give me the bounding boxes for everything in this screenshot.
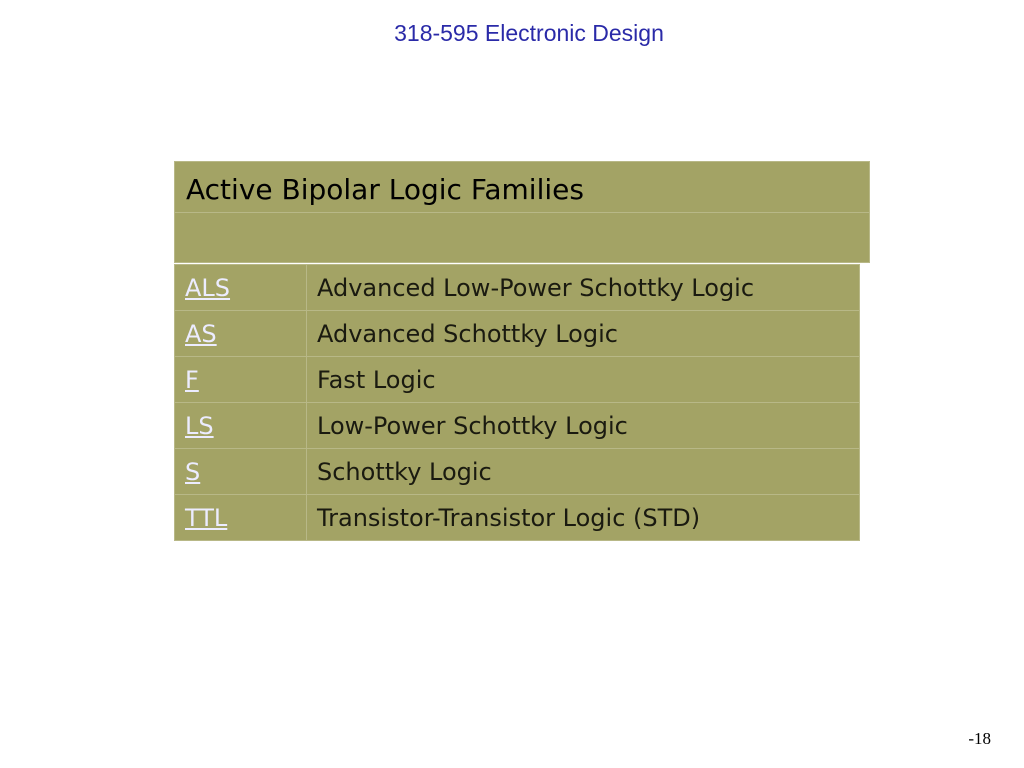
table-row: [175, 449, 860, 495]
table-row: [175, 311, 860, 357]
description-cell: Fast Logic: [307, 357, 860, 403]
logic-families-table: [174, 264, 860, 541]
slide-header-title: 318-595 Electronic Design: [394, 20, 664, 46]
abbr-cell: [175, 449, 307, 495]
abbr-cell: [175, 265, 307, 311]
abbr-cell: [175, 311, 307, 357]
description-cell: Advanced Low-Power Schottky Logic: [307, 265, 860, 311]
table-title-empty-row: [175, 213, 869, 262]
page-number: -18: [968, 729, 991, 748]
abbr-cell: [175, 357, 307, 403]
description-cell: Schottky Logic: [307, 449, 860, 495]
table-title: Active Bipolar Logic Families: [186, 172, 584, 206]
description-cell: Advanced Schottky Logic: [307, 311, 860, 357]
table-row: [175, 495, 860, 541]
table-row: [175, 265, 860, 311]
table-row: [175, 403, 860, 449]
abbr-link-s[interactable]: S: [185, 457, 201, 486]
description-cell: Transistor-Transistor Logic (STD): [307, 495, 860, 541]
abbr-link-ls[interactable]: LS: [185, 411, 214, 440]
abbr-cell: [175, 495, 307, 541]
description-cell: Low-Power Schottky Logic: [307, 403, 860, 449]
table-title-box: [174, 161, 870, 263]
abbr-link-als[interactable]: ALS: [185, 273, 231, 302]
table-title-row: [175, 162, 869, 213]
table-row: [175, 357, 860, 403]
abbr-cell: [175, 403, 307, 449]
abbr-link-as[interactable]: AS: [185, 319, 217, 348]
abbr-link-ttl[interactable]: TTL: [185, 503, 228, 532]
abbr-link-f[interactable]: F: [185, 365, 199, 394]
